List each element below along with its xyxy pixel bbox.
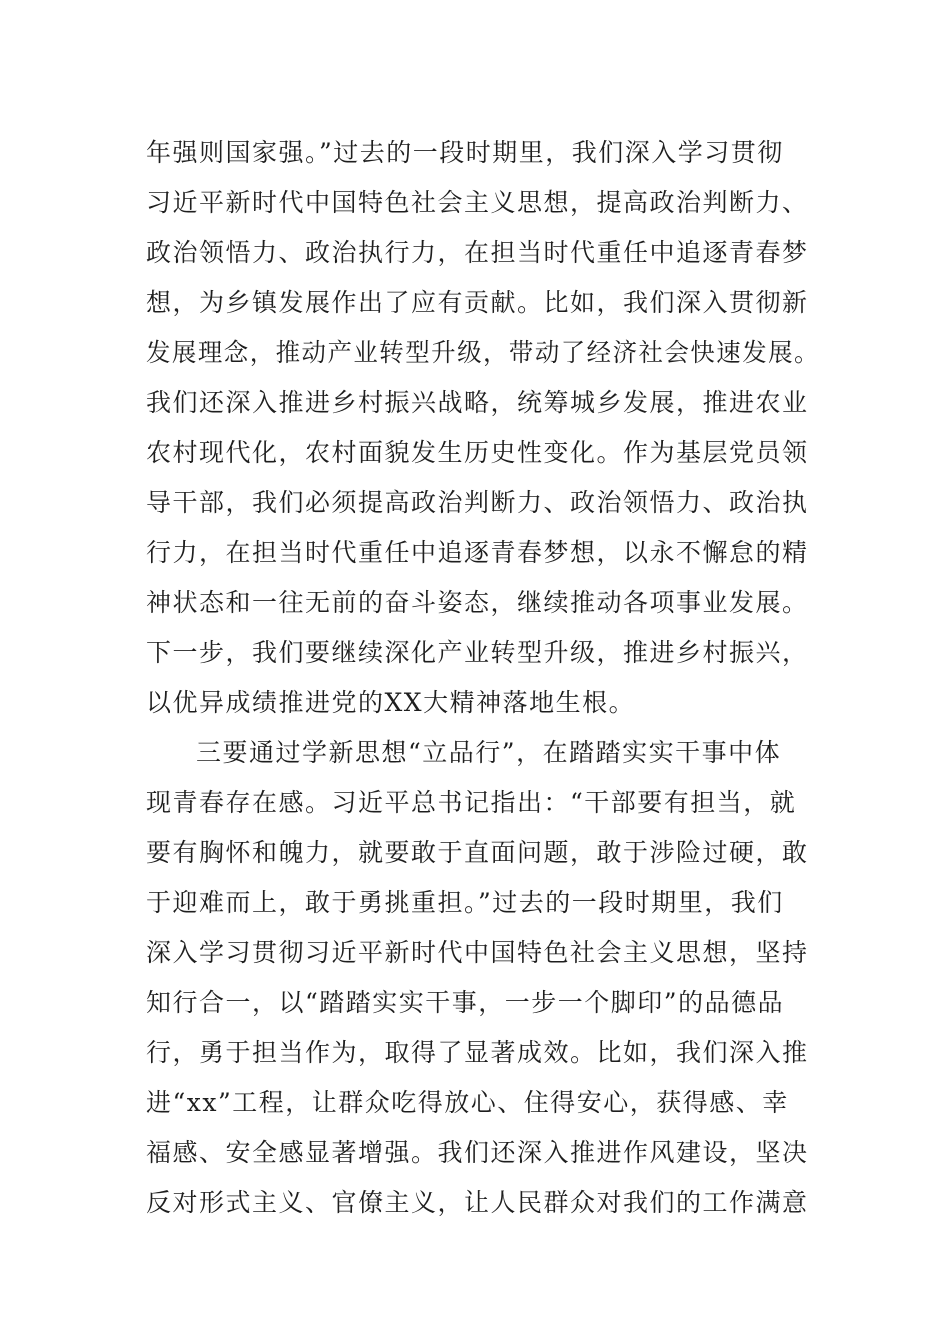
paragraph-line: 反对形式主义、官僚主义，让人民群众对我们的工作满意	[146, 1188, 809, 1217]
paragraph-line: 进“xx”工程，让群众吃得放心、住得安心，获得感、幸	[146, 1088, 789, 1117]
paragraph-line: 导干部，我们必须提高政治判断力、政治领悟力、政治执	[146, 488, 809, 517]
paragraph-line: 农村现代化，农村面貌发生历史性变化。作为基层党员领	[146, 438, 809, 467]
paragraph-line: 习近平新时代中国特色社会主义思想，提高政治判断力、	[146, 188, 809, 217]
paragraph-line: 要有胸怀和魄力，就要敢于直面问题，敢于涉险过硬，敢	[146, 838, 809, 867]
paragraph-line: 政治领悟力、政治执行力，在担当时代重任中追逐青春梦	[146, 238, 809, 267]
paragraph-line: 行，勇于担当作为，取得了显著成效。比如，我们深入推	[146, 1038, 809, 1067]
paragraph-line: 现青春存在感。习近平总书记指出：“干部要有担当，就	[146, 788, 797, 817]
paragraph-line: 下一步，我们要继续深化产业转型升级，推进乡村振兴，	[146, 638, 809, 667]
paragraph-line: 知行合一，以“踏踏实实干事，一步一个脚印”的品德品	[146, 988, 785, 1017]
paragraph-line: 于迎难而上，敢于勇挑重担。”过去的一段时期里，我们	[146, 888, 784, 917]
paragraph-line: 以优异成绩推进党的XX大精神落地生根。	[146, 688, 636, 717]
paragraph-line: 神状态和一往无前的奋斗姿态，继续推动各项事业发展。	[146, 588, 809, 617]
paragraph-line: 福感、安全感显著增强。我们还深入推进作风建设，坚决	[146, 1138, 809, 1167]
paragraph-line: 想，为乡镇发展作出了应有贡献。比如，我们深入贯彻新	[146, 288, 809, 317]
paragraph-line: 行力，在担当时代重任中追逐青春梦想，以永不懈怠的精	[146, 538, 809, 567]
paragraph-first-line: 三要通过学新思想“立品行”，在踏踏实实干事中体	[196, 738, 782, 767]
paragraph-line: 发展理念，推动产业转型升级，带动了经济社会快速发展。	[146, 338, 820, 367]
paragraph-line: 我们还深入推进乡村振兴战略，统筹城乡发展，推进农业	[146, 388, 809, 417]
paragraph-line: 深入学习贯彻习近平新时代中国特色社会主义思想，坚持	[146, 938, 809, 967]
paragraph-line: 年强则国家强。”过去的一段时期里，我们深入学习贯彻	[146, 138, 784, 167]
